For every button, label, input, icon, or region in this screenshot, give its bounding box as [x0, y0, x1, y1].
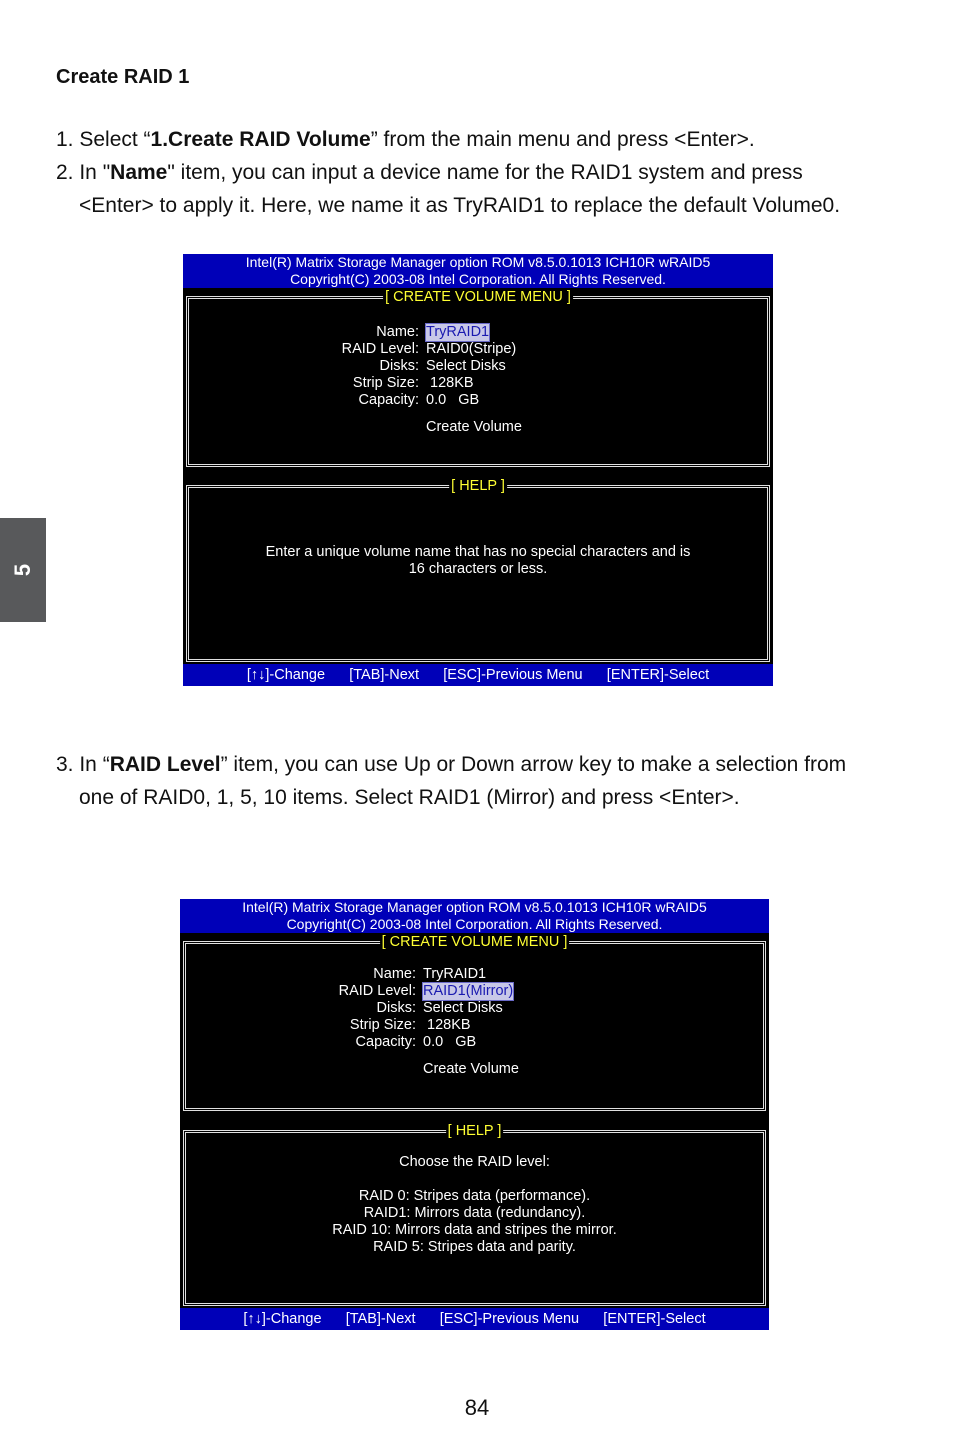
bios-screen-2	[180, 899, 769, 1330]
capacity-field[interactable]: 0.0 GB	[423, 1034, 477, 1050]
create-volume-panel: [ CREATE VOLUME MENU ] Name: TryRAID1 RAID Level: RAID1(Mirror) Disks: Select Disks Strip Size: 128KB Capacity: 0.0 GB Create Volume	[183, 941, 766, 1111]
create-volume-button[interactable]: Create Volume	[426, 419, 522, 435]
help-text-line: RAID 0: Stripes data (performance).	[358, 1188, 591, 1204]
chapter-number: 5	[10, 563, 35, 577]
name-field[interactable]: TryRAID1	[426, 324, 490, 340]
raid-level-field[interactable]: RAID0(Stripe)	[426, 341, 517, 357]
capacity-field[interactable]: 0.0 GB	[426, 392, 480, 408]
section-heading: Create RAID 1	[56, 66, 190, 88]
bios-footer: [↑↓]-Change [TAB]-Next [ESC]-Previous Menu [ENTER]-Select	[180, 1308, 769, 1330]
raid-level-field[interactable]: RAID1(Mirror)	[423, 983, 514, 999]
chapter-tab	[0, 518, 46, 622]
step-3: 3. In “RAID Level” item, you can use Up or Down arrow key to make a selection from one of RAID0, 1, 5, 10 items. Select RAID1 (Mirror) and press <Enter>.	[56, 748, 926, 814]
disks-field[interactable]: Select Disks	[426, 358, 506, 374]
help-title: [ HELP ]	[447, 1123, 502, 1139]
step-1: 1. Select “1.Create RAID Volume” from the main menu and press <Enter>.	[56, 128, 755, 151]
create-volume-button[interactable]: Create Volume	[423, 1061, 519, 1077]
help-text-line: Choose the RAID level:	[399, 1154, 550, 1170]
bios-footer: [↑↓]-Change [TAB]-Next [ESC]-Previous Menu [ENTER]-Select	[183, 664, 773, 686]
step-3-bold: RAID Level	[109, 753, 221, 776]
bios-screen-1	[183, 254, 773, 686]
name-field[interactable]: TryRAID1	[423, 966, 487, 982]
help-text-line: RAID1: Mirrors data (redundancy).	[363, 1205, 586, 1221]
disks-field[interactable]: Select Disks	[423, 1000, 503, 1016]
help-text-line: RAID 10: Mirrors data and stripes the mirror.	[332, 1222, 617, 1238]
help-text-line: 16 characters or less.	[408, 561, 548, 577]
step-3-line2: one of RAID0, 1, 5, 10 items. Select RAID1 (Mirror) and press <Enter>.	[79, 786, 740, 809]
step-2: 2. In "Name" item, you can input a device name for the RAID1 system and press <Enter> to apply it. Here, we name it as TryRAID1 to replace the default Volume0.	[56, 156, 926, 222]
step-1-bold: 1.Create RAID Volume	[150, 128, 371, 151]
help-panel	[186, 478, 770, 662]
bios-header: Intel(R) Matrix Storage Manager option ROM v8.5.0.1013 ICH10R wRAID5 Copyright(C) 2003-08 Intel Corporation. All Rights Reserved.	[183, 254, 773, 288]
step-2-bold: Name	[110, 161, 168, 184]
help-text-line: RAID 5: Stripes data and parity.	[373, 1239, 576, 1255]
strip-size-field[interactable]: 128KB	[423, 1017, 471, 1033]
strip-size-field[interactable]: 128KB	[426, 375, 474, 391]
create-volume-menu-title: [ CREATE VOLUME MENU ]	[381, 934, 568, 950]
bios-header: Intel(R) Matrix Storage Manager option ROM v8.5.0.1013 ICH10R wRAID5 Copyright(C) 2003-08 Intel Corporation. All Rights Reserved.	[180, 899, 769, 933]
step-2-line2: <Enter> to apply it. Here, we name it as TryRAID1 to replace the default Volume0.	[79, 194, 841, 217]
help-text-line: Enter a unique volume name that has no special characters and is	[265, 544, 691, 560]
create-volume-panel: [ CREATE VOLUME MENU ] Name: TryRAID1 RAID Level: RAID0(Stripe) Disks: Select Disks Strip Size: 128KB Capacity: 0.0 GB Create Volume	[186, 296, 770, 467]
page-number: 84	[464, 1395, 490, 1420]
help-title: [ HELP ]	[451, 478, 505, 494]
help-panel	[183, 1123, 766, 1306]
create-volume-menu-title: [ CREATE VOLUME MENU ]	[385, 289, 571, 305]
